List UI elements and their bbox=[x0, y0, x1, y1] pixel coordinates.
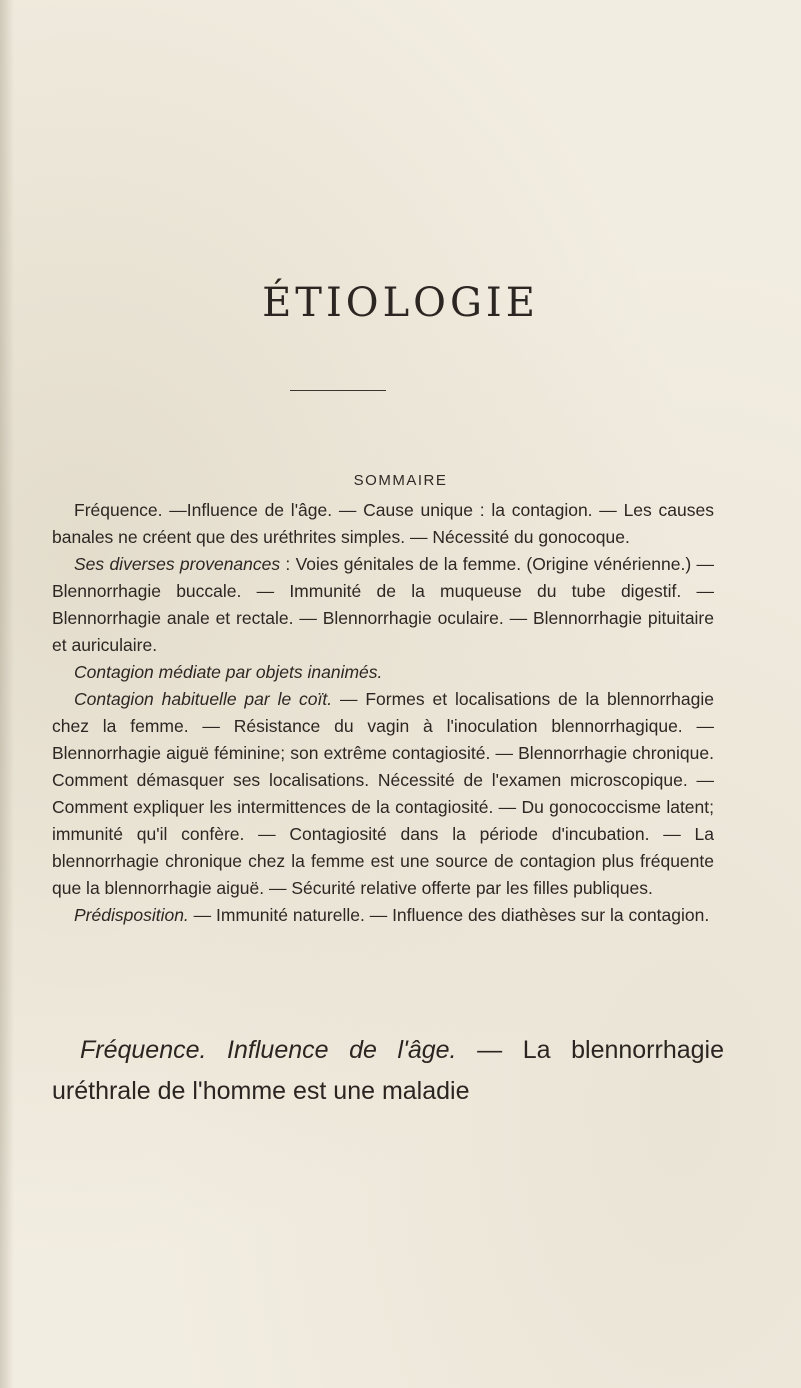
body-paragraph-lead: Fréquence. Influence de l'âge. bbox=[80, 1036, 457, 1064]
summary-paragraph-4 bbox=[52, 686, 714, 902]
body-text bbox=[52, 1030, 724, 1112]
summary-paragraph-1: Fréquence. —Influence de l'âge. — Cause unique : la contagion. — Les causes banales ne créent que des uréthrites simples. — Nécessité du gonocoque. bbox=[52, 500, 714, 547]
summary-paragraph-3 bbox=[52, 659, 714, 686]
summary-paragraph-2-text: : Voies génitales de la femme. (Origine vénérienne.) — Blennorrhagie buccale. — Immunité de la muqueuse du tube digestif. — Blennorrhagie anale et rectale. — Blennorrhagie oculaire. — Blennorrhagie pituitaire et auriculaire. bbox=[52, 554, 714, 655]
summary-paragraph-5-text: — Immunité naturelle. — Influence des diathèses sur la contagion. bbox=[188, 905, 710, 925]
summary-title: SOMMAIRE bbox=[353, 472, 448, 489]
summary-paragraph-4-lead: Contagion habituelle par le coït. bbox=[74, 689, 333, 709]
chapter-heading: ÉTIOLOGIE bbox=[262, 280, 539, 326]
heading-divider bbox=[290, 390, 386, 391]
summary-block bbox=[52, 497, 714, 929]
summary-paragraph-3-lead: Contagion médiate par objets inanimés. bbox=[74, 662, 383, 682]
summary-paragraph-2-lead: Ses diverses provenances bbox=[74, 554, 281, 574]
body-paragraph bbox=[52, 1030, 724, 1112]
page-binding-shadow bbox=[0, 0, 14, 1388]
summary-paragraph-4-text: — Formes et localisations de la blennorrhagie chez la femme. — Résistance du vagin à l'inoculation blennorrhagique. — Blennorrhagie aiguë féminine; son extrême contagiosité. — Blennorrhagie chronique. Comment démasquer ses localisations. Nécessité de l'examen microscopique. — Comment expliquer les intermittences de la contagiosité. — Du gonococcisme latent; immunité qu'il confère. — Contagiosité dans la période d'incubation. — La blennorrhagie chronique chez la femme est une source de contagion plus fréquente que la blennorrhagie aiguë. — Sécurité relative offerte par les filles publiques. bbox=[52, 689, 714, 898]
body-paragraph-text: — La blennorrhagie uréthrale de l'homme est une maladie bbox=[52, 1036, 724, 1105]
summary-paragraph-5-lead: Prédisposition. bbox=[74, 905, 189, 925]
summary-paragraph-2 bbox=[52, 551, 714, 659]
summary-paragraph-5 bbox=[52, 902, 714, 929]
